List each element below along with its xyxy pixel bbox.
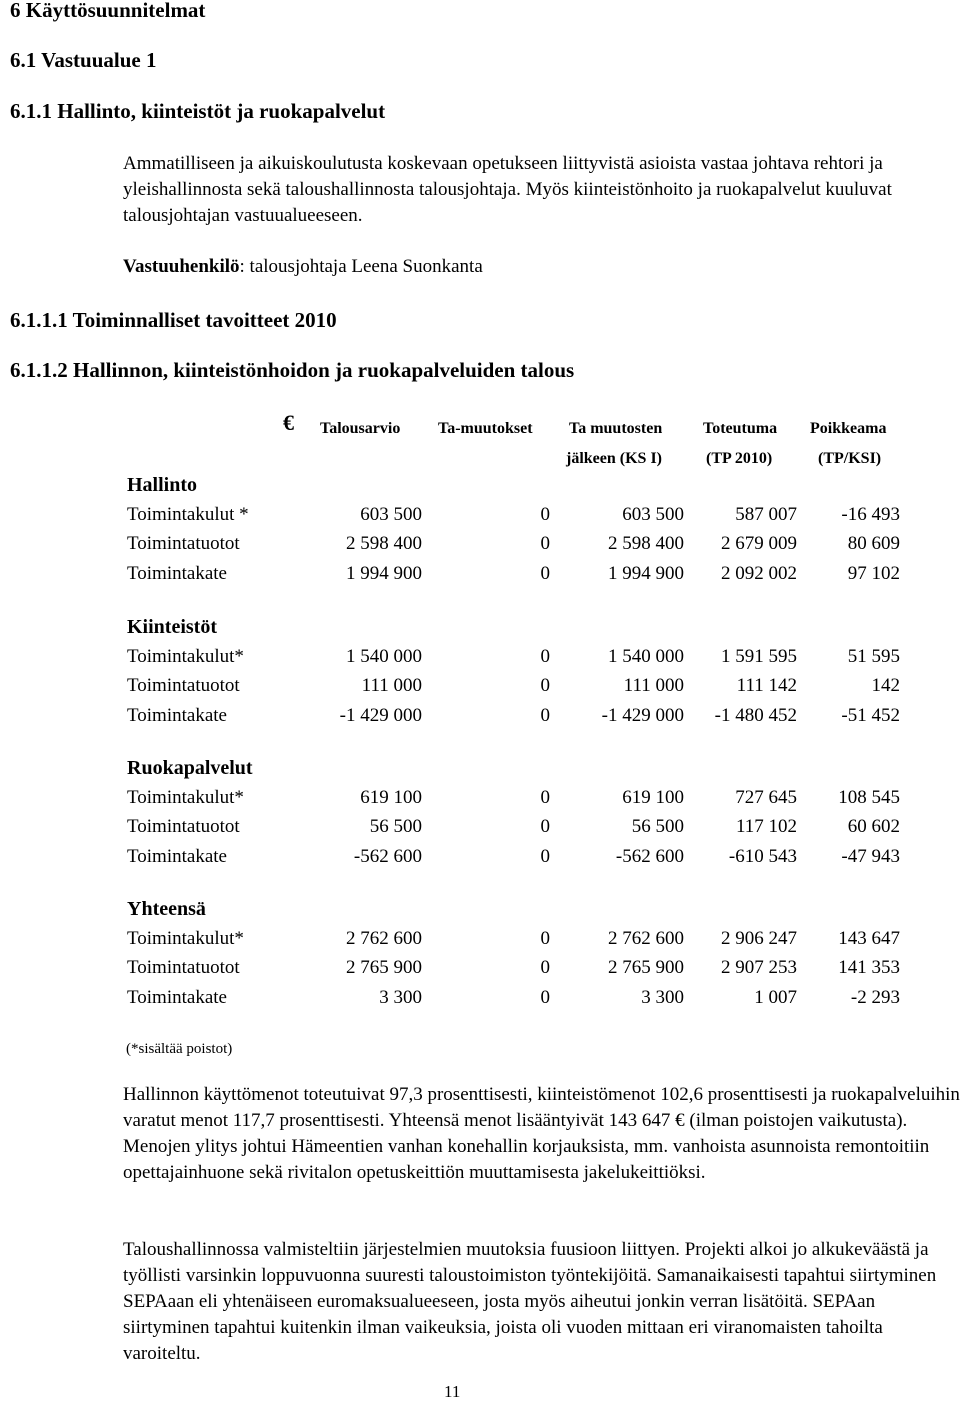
table-cell: 3 300 <box>379 987 422 1008</box>
table-section-title: Hallinto <box>127 474 198 496</box>
table-cell: 0 <box>540 675 550 696</box>
table-cell: 0 <box>540 504 550 525</box>
table-cell: 0 <box>540 533 550 554</box>
table-cell: 142 <box>871 675 900 696</box>
table-cell: -2 293 <box>850 987 900 1008</box>
table-cell: 2 906 247 <box>721 928 797 949</box>
heading-subsection: 6.1.1 Hallinto, kiinteistöt ja ruokapalvelut <box>10 99 386 123</box>
column-header-after-changes-sub: jälkeen (KS I) <box>566 450 662 467</box>
table-cell: 2 679 009 <box>721 533 797 554</box>
table-cell: 2 765 900 <box>346 957 422 978</box>
table-cell: 108 545 <box>838 787 900 808</box>
currency-symbol: € <box>283 410 294 435</box>
column-header-deviation: Poikkeama <box>810 420 887 437</box>
table-row-label: Toimintakate <box>127 705 227 726</box>
table-cell: -562 600 <box>353 846 422 867</box>
heading-section: 6.1 Vastuualue 1 <box>10 48 157 72</box>
table-cell: 619 100 <box>622 787 684 808</box>
table-cell: 111 000 <box>623 675 684 696</box>
table-section-title: Yhteensä <box>127 898 206 920</box>
table-cell: 2 598 400 <box>608 533 684 554</box>
table-cell: 80 609 <box>847 533 900 554</box>
table-row-label: Toimintakate <box>127 846 227 867</box>
table-cell: 2 907 253 <box>721 957 797 978</box>
table-cell: 97 102 <box>847 563 900 584</box>
table-cell: -610 543 <box>728 846 797 867</box>
heading-goals: 6.1.1.1 Toiminnalliset tavoitteet 2010 <box>10 308 337 332</box>
table-cell: -1 480 452 <box>714 705 797 726</box>
heading-economy: 6.1.1.2 Hallinnon, kiinteistönhoidon ja ruokapalveluiden talous <box>10 358 575 382</box>
page-number: 11 <box>444 1382 461 1401</box>
table-cell: 0 <box>540 705 550 726</box>
table-cell: -16 493 <box>841 504 900 525</box>
table-cell: 0 <box>540 787 550 808</box>
column-header-after-changes: Ta muutosten <box>569 420 663 437</box>
table-cell: 2 765 900 <box>608 957 684 978</box>
table-section-title: Ruokapalvelut <box>127 757 253 779</box>
table-row-label: Toimintatuotot <box>127 816 240 837</box>
table-cell: 1 540 000 <box>346 646 422 667</box>
column-header-budget: Talousarvio <box>320 420 401 437</box>
responsible-label: Vastuuhenkilö <box>123 256 240 277</box>
table-row-label: Toimintakulut* <box>127 787 244 808</box>
table-row-label: Toimintatuotot <box>127 957 240 978</box>
table-cell: 0 <box>540 928 550 949</box>
table-cell: 117 102 <box>735 816 797 837</box>
table-cell: 0 <box>540 957 550 978</box>
table-cell: 1 540 000 <box>608 646 684 667</box>
table-footnote: (*sisältää poistot) <box>126 1041 233 1057</box>
table-cell: 60 602 <box>847 816 900 837</box>
table-cell: 2 762 600 <box>608 928 684 949</box>
table-cell: 0 <box>540 646 550 667</box>
table-cell: -1 429 000 <box>601 705 684 726</box>
column-header-changes: Ta-muutokset <box>438 420 533 437</box>
table-cell: 619 100 <box>360 787 422 808</box>
table-row-label: Toimintatuotot <box>127 675 240 696</box>
table-cell: 2 092 002 <box>721 563 797 584</box>
table-cell: 141 353 <box>838 957 900 978</box>
table-row-label: Toimintakulut* <box>127 928 244 949</box>
table-cell: 1 994 900 <box>608 563 684 584</box>
responsible-value: : talousjohtaja Leena Suonkanta <box>239 256 483 277</box>
table-cell: 0 <box>540 816 550 837</box>
table-cell: 0 <box>540 846 550 867</box>
table-cell: 0 <box>540 563 550 584</box>
table-row-label: Toimintakate <box>127 563 227 584</box>
table-row-label: Toimintatuotot <box>127 533 240 554</box>
table-cell: 0 <box>540 987 550 1008</box>
table-row-label: Toimintakate <box>127 987 227 1008</box>
table-cell: 1 591 595 <box>721 646 797 667</box>
table-cell: 56 500 <box>369 816 422 837</box>
responsible-person <box>123 256 483 278</box>
table-cell: 1 007 <box>754 987 797 1008</box>
table-cell: -1 429 000 <box>339 705 422 726</box>
heading-chapter: 6 Käyttösuunnitelmat <box>10 0 206 22</box>
table-cell: 51 595 <box>847 646 900 667</box>
table-section-title: Kiinteistöt <box>127 616 217 638</box>
table-cell: -562 600 <box>615 846 684 867</box>
table-cell: 56 500 <box>631 816 684 837</box>
paragraph-finance-admin: Taloushallinnossa valmisteltiin järjestelmien muutoksia fuusioon liittyen. Projekti alkoi jo alkukeväästä ja työllisti varsinkin loppuvuonna suuresti taloustoimiston työntekijöitä. Samanaikaisesti tapahtui siirtyminen SEPAaan eli yhtenäiseen euromaksualueeseen, josta myös aiheutui jonkin verran lisätöitä. SEPAan siirtyminen tapahtui kuitenkin ilman vaikeuksia, joista oli vuoden mittaan eri viranomaisten tahoilta varoiteltu. <box>123 1239 937 1364</box>
table-cell: 111 000 <box>361 675 422 696</box>
paragraph-expenses: Hallinnon käyttömenot toteutuivat 97,3 prosenttisesti, kiinteistömenot 102,6 prosenttisesti ja ruokapalveluihin varatut menot 117,7 prosenttisesti. Yhteensä menot lisääntyivät 143 647 € (ilman poistojen vaikutusta). Menojen ylitys johtui Hämeentien vanhan konehallin korjauksista, mm. vanhoista asunnoista remontoitiin opettajainhuone sekä rivitalon opetuskeittiön muuttamisesta jakelukeittiöksi. <box>123 1084 960 1183</box>
intro-paragraph: Ammatilliseen ja aikuiskoulutusta koskevaan opetukseen liittyvistä asioista vastaa johtava rehtori ja yleishallinnosta sekä taloushallinnosta talousjohtaja. Myös kiinteistönhoito ja ruokapalvelut kuuluvat talousjohtajan vastuualueeseen. <box>123 153 892 226</box>
table-cell: 587 007 <box>735 504 797 525</box>
table-cell: 143 647 <box>838 928 900 949</box>
table-cell: 2 598 400 <box>346 533 422 554</box>
table-cell: 1 994 900 <box>346 563 422 584</box>
table-row-label: Toimintakulut * <box>127 504 249 525</box>
table-cell: 111 142 <box>736 675 797 696</box>
table-cell: 727 645 <box>735 787 797 808</box>
table-cell: -47 943 <box>841 846 900 867</box>
column-header-deviation-sub: (TP/KSI) <box>818 450 882 467</box>
table-cell: 3 300 <box>641 987 684 1008</box>
column-header-actual-sub: (TP 2010) <box>706 450 773 467</box>
table-row-label: Toimintakulut* <box>127 646 244 667</box>
table-cell: 2 762 600 <box>346 928 422 949</box>
column-header-actual: Toteutuma <box>703 420 778 437</box>
table-cell: -51 452 <box>841 705 900 726</box>
table-cell: 603 500 <box>360 504 422 525</box>
table-cell: 603 500 <box>622 504 684 525</box>
